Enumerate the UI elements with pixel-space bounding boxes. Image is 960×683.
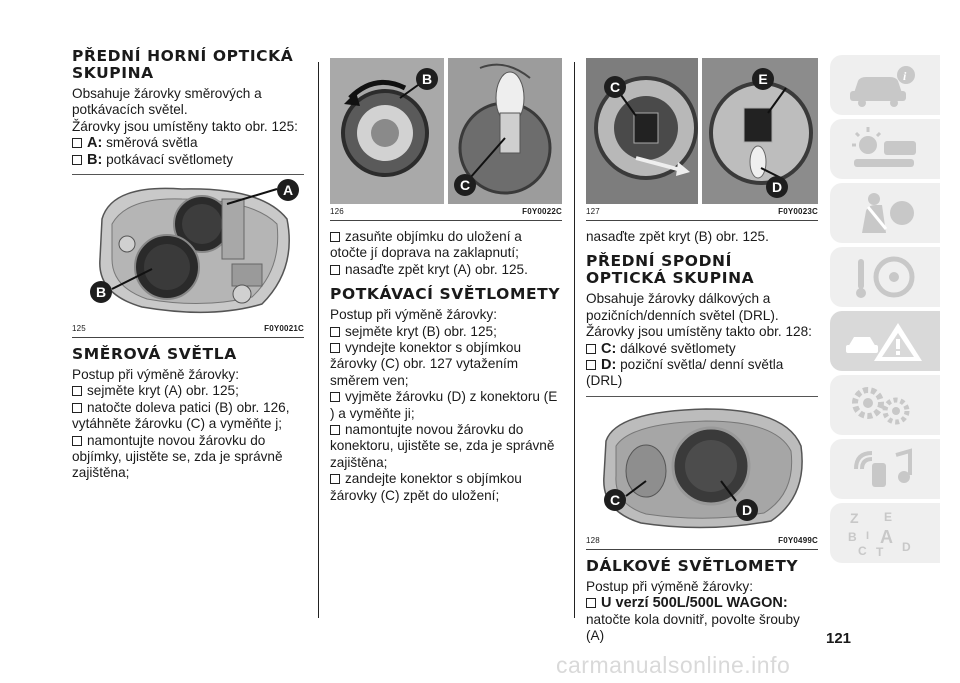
bullet-box-icon — [330, 343, 342, 352]
step-text: namontujte novou žárovku do objímky, ujistěte se, zda je správně zajištěna; — [72, 432, 283, 481]
bullet-box-icon — [72, 386, 84, 395]
figure-caption — [72, 324, 304, 338]
figure-label-b: B — [416, 68, 438, 90]
item-label: C: — [601, 340, 617, 357]
bullet-box-icon — [330, 265, 342, 274]
tab-index[interactable] — [830, 503, 940, 563]
step-item — [72, 400, 304, 433]
tab-emergency[interactable] — [830, 311, 940, 371]
page-number: 121 — [826, 630, 852, 647]
index-letter: B — [848, 530, 857, 544]
tab-safety[interactable] — [830, 183, 940, 243]
bullet-box-icon — [72, 403, 84, 412]
step-text: sejměte kryt (A) obr. 125; — [87, 383, 239, 399]
step-item — [330, 471, 562, 504]
dashboard-lights-icon — [844, 125, 924, 173]
bullet-box-icon — [586, 344, 598, 353]
figure-caption — [586, 207, 818, 221]
tab-dashboard-lights[interactable] — [830, 119, 940, 179]
bullet-box-icon — [72, 436, 84, 445]
step-item — [330, 262, 562, 278]
figure-caption — [586, 536, 818, 550]
figure-number: 127 — [586, 207, 600, 216]
figure-label-c: C — [604, 76, 626, 98]
section-heading-high-beams: DÁLKOVÉ SVĚTLOMETY — [586, 556, 799, 575]
step-item — [330, 324, 562, 340]
section-heading-upper-group: PŘEDNÍ HORNÍ OPTICKÁ SKUPINA — [72, 47, 294, 82]
figure-code: F0Y0021C — [264, 324, 304, 334]
car-info-icon — [844, 61, 924, 109]
bullet-box-icon — [330, 327, 342, 336]
warning-triangle-icon — [844, 317, 924, 365]
figure-127 — [586, 58, 818, 221]
paragraph: Obsahuje žárovky směrových a potkávacích světel. — [72, 86, 262, 118]
figure-label-d: D — [766, 176, 788, 198]
step-text: vyjměte žárovku (D) z konektoru (E ) a vyměňte ji; — [330, 389, 558, 421]
index-letter: T — [876, 545, 884, 557]
step-item — [72, 433, 304, 482]
figure-label-c: C — [454, 174, 476, 196]
list-item — [586, 341, 818, 357]
figure-label-d: D — [736, 499, 758, 521]
item-label: B: — [87, 151, 103, 168]
figure-125 — [72, 179, 304, 338]
steps-list — [330, 229, 562, 278]
figure-code: F0Y0499C — [778, 535, 818, 545]
index-letter: A — [880, 527, 893, 547]
bullet-box-icon — [330, 425, 342, 434]
divider — [72, 174, 304, 175]
figure-126 — [330, 58, 562, 221]
figure-caption — [330, 207, 562, 221]
step-text: sejměte kryt (B) obr. 125; — [345, 323, 497, 339]
list-item — [586, 595, 818, 611]
index-letter: C — [858, 544, 867, 557]
figure-label-e: E — [752, 68, 774, 90]
column-2 — [330, 58, 562, 504]
figure-label-c: C — [604, 489, 626, 511]
section-heading-direction-lights: SMĚROVÁ SVĚTLA — [72, 345, 237, 364]
index-letter: D — [902, 540, 911, 554]
paragraph: natočte kola dovnitř, povolte šrouby (A) — [586, 611, 800, 644]
list-item — [72, 152, 304, 168]
index-letters-icon — [844, 509, 924, 557]
bullet-box-icon — [586, 360, 598, 369]
paragraph: Postup při výměně žárovky: — [330, 307, 497, 323]
figure-label-a: A — [277, 179, 299, 201]
tab-starting-driving[interactable] — [830, 247, 940, 307]
index-letter: E — [884, 510, 893, 524]
item-label: D: — [601, 357, 617, 374]
list-item — [72, 135, 304, 151]
item-label: U verzí 500L/500L WAGON: — [601, 595, 788, 612]
step-text: zandejte konektor s objímkou žárovky (C) zpět do uložení; — [330, 471, 522, 503]
figure-number: 128 — [586, 535, 600, 545]
step-item — [330, 340, 562, 389]
paragraph: Postup při výměně žárovky: — [72, 367, 239, 383]
section-heading-low-beams: POTKÁVACÍ SVĚTLOMETY — [330, 285, 561, 304]
bullet-box-icon — [330, 392, 342, 401]
figure-code: F0Y0022C — [522, 207, 562, 216]
figure-number: 126 — [330, 207, 344, 216]
item-text: poziční světla/ denní světla (DRL) — [586, 357, 784, 389]
column-divider — [574, 62, 575, 618]
divider — [586, 396, 818, 397]
bullet-box-icon — [586, 598, 598, 607]
watermark: carmanualsonline.info — [556, 652, 791, 678]
bullet-box-icon — [72, 155, 84, 164]
index-letter: Z — [850, 510, 859, 526]
item-text: směrová světla — [106, 135, 198, 151]
bulb-socket-illustration — [330, 58, 562, 204]
step-item — [72, 383, 304, 399]
column-3 — [586, 58, 818, 644]
step-text: natočte doleva patici (B) obr. 126, vytáhněte žárovku (C) a vyměňte j; — [72, 399, 290, 432]
paragraph: Žárovky jsou umístěny takto obr. 128: — [586, 324, 812, 340]
step-item — [330, 422, 562, 471]
paragraph: Obsahuje žárovky dálkových a pozičních/denních světel (DRL). — [586, 291, 779, 323]
step-text: vyndejte konektor s objímkou žárovky (C) obr. 127 vytažením směrem ven; — [330, 340, 522, 388]
maintenance-gears-icon — [844, 381, 924, 429]
item-text: dálkové světlomety — [620, 340, 736, 356]
step-text: namontujte novou žárovku do konektoru, ujistěte se, zda je správně zajištěna; — [330, 422, 555, 470]
audio-phone-icon — [844, 445, 924, 493]
tab-car-info[interactable] — [830, 55, 940, 115]
column-1 — [72, 48, 304, 482]
step-item — [330, 389, 562, 422]
paragraph: nasaďte zpět kryt (B) obr. 125. — [586, 229, 769, 244]
item-label: A: — [87, 135, 103, 152]
tab-multimedia[interactable] — [830, 439, 940, 499]
step-text: nasaďte zpět kryt (A) obr. 125. — [345, 261, 528, 277]
bullet-box-icon — [330, 474, 342, 483]
figure-128 — [586, 401, 818, 550]
step-text: zasuňte objímku do uložení a otočte jí doprava na zaklapnutí; — [330, 229, 522, 261]
tab-maintenance[interactable] — [830, 375, 940, 435]
steering-key-icon — [844, 253, 924, 301]
svg-text:i: i — [903, 69, 907, 83]
bullet-box-icon — [72, 138, 84, 147]
section-heading-lower-group: PŘEDNÍ SPODNÍ OPTICKÁ SKUPINA — [586, 252, 755, 288]
headlamp-lower-illustration — [586, 401, 818, 533]
paragraph: Žárovky jsou umístěny takto obr. 125: — [72, 118, 298, 134]
list-item — [586, 357, 818, 390]
column-divider — [318, 62, 319, 618]
figure-code: F0Y0023C — [778, 207, 818, 216]
bullet-box-icon — [330, 232, 342, 241]
figure-number: 125 — [72, 324, 86, 334]
item-text: potkávací světlomety — [106, 151, 234, 167]
figure-label-b: B — [90, 281, 112, 303]
seatbelt-airbag-icon — [844, 189, 924, 237]
index-letter: I — [866, 530, 870, 542]
step-item — [330, 229, 562, 262]
paragraph: Postup při výměně žárovky: — [586, 578, 753, 594]
